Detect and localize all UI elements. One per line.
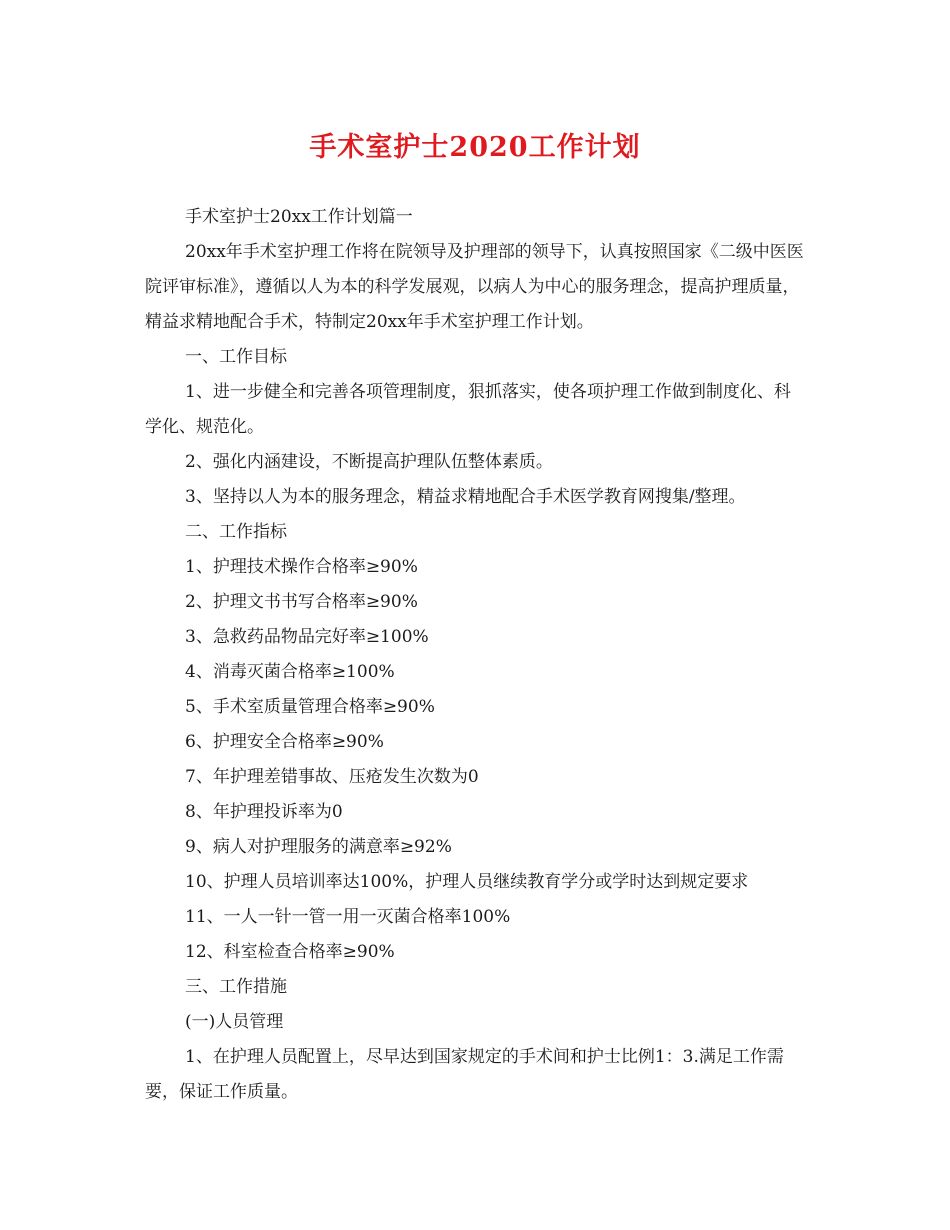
indicator-item: 11、一人一针一管一用一灭菌合格率100% bbox=[185, 907, 511, 927]
goal-item: 3、坚持以人为本的服务理念，精益求精地配合手术医学教育网搜集/整理。 bbox=[185, 487, 746, 507]
indicator-item: 7、年护理差错事故、压疮发生次数为0 bbox=[185, 767, 479, 787]
indicator-item: 9、病人对护理服务的满意率≥92% bbox=[185, 837, 452, 857]
heading-indicators: 二、工作指标 bbox=[185, 522, 287, 542]
indicator-item: 2、护理文书书写合格率≥90% bbox=[185, 592, 418, 612]
document-title: 手术室护士2020工作计划 bbox=[309, 132, 641, 163]
indicator-item: 10、护理人员培训率达100%，护理人员继续教育学分或学时达到规定要求 bbox=[185, 872, 749, 892]
subheading-staff-management: (一)人员管理 bbox=[185, 1012, 284, 1032]
heading-measures: 三、工作措施 bbox=[185, 977, 287, 997]
intro-paragraph: 20xx年手术室护理工作将在院领导及护理部的领导下，认真按照国家《二级中医医院评审标准》，遵循以人为本的科学发展观，以病人为中心的服务理念，提高护理质量，精益求精地配合手术，特制定20xx年手术室护理工作计划。 bbox=[145, 242, 804, 332]
measure-item: 1、在护理人员配置上，尽早达到国家规定的手术间和护士比例1：3.满足工作需要，保证工作质量。 bbox=[145, 1047, 784, 1102]
indicator-item: 5、手术室质量管理合格率≥90% bbox=[185, 697, 435, 717]
indicator-item: 8、年护理投诉率为0 bbox=[185, 802, 343, 822]
indicator-item: 4、消毒灭菌合格率≥100% bbox=[185, 662, 395, 682]
section-subtitle: 手术室护士20xx工作计划篇一 bbox=[185, 207, 413, 227]
heading-goals: 一、工作目标 bbox=[185, 347, 287, 367]
indicator-item: 6、护理安全合格率≥90% bbox=[185, 732, 384, 752]
indicator-item: 12、科室检查合格率≥90% bbox=[185, 942, 395, 962]
indicator-item: 3、急救药品物品完好率≥100% bbox=[185, 627, 429, 647]
goal-item: 1、进一步健全和完善各项管理制度，狠抓落实，使各项护理工作做到制度化、科学化、规范化。 bbox=[145, 382, 791, 437]
indicator-item: 1、护理技术操作合格率≥90% bbox=[185, 557, 418, 577]
document-body bbox=[145, 200, 805, 1110]
goal-item: 2、强化内涵建设，不断提高护理队伍整体素质。 bbox=[185, 452, 553, 472]
